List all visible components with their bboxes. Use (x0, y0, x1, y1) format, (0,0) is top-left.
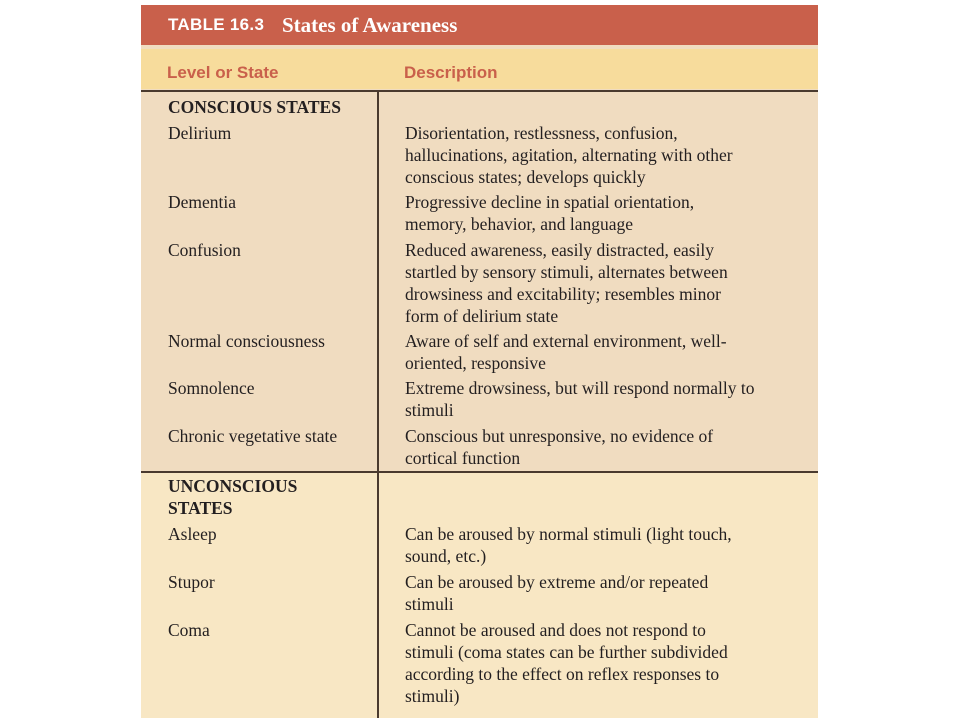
row-description (405, 523, 805, 567)
row-level: Normal consciousness (168, 331, 325, 351)
row-level: Somnolence (168, 378, 255, 398)
section-heading-line: CONSCIOUS STATES (168, 97, 341, 117)
row-description (405, 330, 805, 374)
description-line: Aware of self and external environment, well- (405, 331, 727, 351)
row-level: Coma (168, 620, 210, 640)
description-line: memory, behavior, and language (405, 214, 634, 234)
header-divider (141, 90, 818, 92)
row-description (405, 239, 805, 327)
description-line: Disorientation, restlessness, confusion, (405, 123, 678, 143)
row-description (405, 122, 805, 188)
description-line: hallucinations, agitation, alternating with other (405, 145, 733, 165)
section-heading-unconscious (168, 475, 297, 519)
table-header-row (141, 49, 818, 89)
description-line: Reduced awareness, easily distracted, easily (405, 240, 715, 260)
row-level: Confusion (168, 240, 241, 260)
row-description (405, 571, 805, 615)
row-description (405, 191, 805, 235)
description-line: Conscious but unresponsive, no evidence of (405, 426, 714, 446)
section-heading-line: STATES (168, 498, 233, 518)
description-line: stimuli (405, 400, 454, 420)
table-title: States of Awareness (282, 13, 458, 37)
description-line: stimuli (coma states can be further subdivided (405, 642, 728, 662)
column-header-level: Level or State (167, 63, 279, 82)
description-line: Extreme drowsiness, but will respond normally to (405, 378, 755, 398)
description-line: Can be aroused by extreme and/or repeated (405, 572, 709, 592)
description-line: Can be aroused by normal stimuli (light touch, (405, 524, 732, 544)
description-line: stimuli (405, 594, 454, 614)
description-line: oriented, responsive (405, 353, 546, 373)
section-divider (141, 471, 818, 473)
column-divider (377, 92, 379, 471)
row-description (405, 425, 805, 469)
description-line: drowsiness and excitability; resembles minor (405, 284, 721, 304)
section-heading-conscious (168, 96, 341, 118)
description-line: form of delirium state (405, 306, 559, 326)
column-divider (377, 473, 379, 718)
description-line: according to the effect on reflex responses to (405, 664, 720, 684)
description-line: cortical function (405, 448, 521, 468)
section-heading-line: UNCONSCIOUS (168, 476, 298, 496)
row-description (405, 619, 805, 707)
row-description (405, 377, 805, 421)
states-of-awareness-table (141, 5, 818, 718)
description-line: Progressive decline in spatial orientation, (405, 192, 695, 212)
description-line: startled by sensory stimuli, alternates between (405, 262, 728, 282)
row-level: Delirium (168, 123, 232, 143)
description-line: stimuli) (405, 686, 460, 706)
column-header-description: Description (404, 63, 498, 82)
row-level: Dementia (168, 192, 237, 212)
description-line: Cannot be aroused and does not respond to (405, 620, 706, 640)
description-line: sound, etc.) (405, 546, 487, 566)
row-level: Stupor (168, 572, 215, 592)
table-title-bar (141, 5, 818, 45)
description-line: conscious states; develops quickly (405, 167, 646, 187)
table-label: TABLE 16.3 (168, 15, 265, 34)
row-level: Chronic vegetative state (168, 426, 338, 446)
row-level: Asleep (168, 524, 217, 544)
